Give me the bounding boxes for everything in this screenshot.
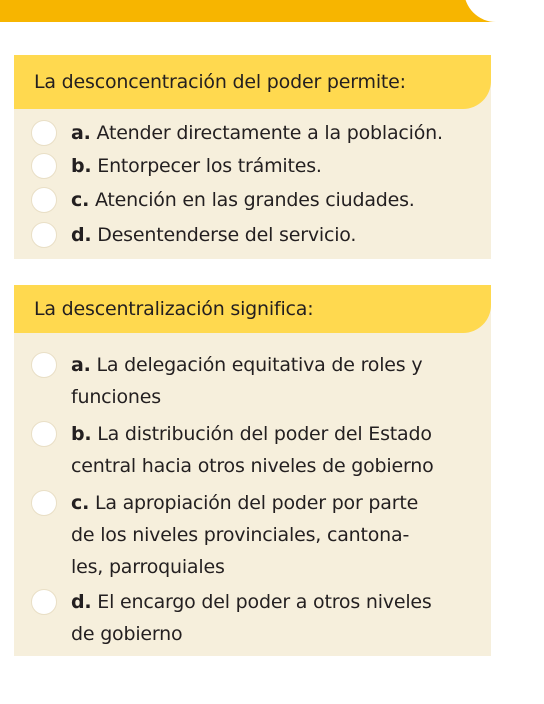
- option-text: b. Entorpecer los trámites.: [71, 155, 322, 177]
- radio-circle-icon[interactable]: [31, 490, 57, 516]
- question-title-2: La descentralización significa:: [14, 285, 491, 333]
- option-text: [71, 418, 489, 482]
- radio-circle-icon[interactable]: [31, 120, 57, 146]
- question-title-1: La desconcentración del poder permite:: [14, 55, 491, 109]
- option-text: c. Atención en las grandes ciudades.: [71, 189, 415, 211]
- option-line: a. La delegación equitativa de roles y: [71, 354, 423, 376]
- option-line: les, parroquiales: [71, 556, 225, 578]
- radio-circle-icon[interactable]: [31, 187, 57, 213]
- option-line: b. La distribución del poder del Estado: [71, 423, 432, 445]
- radio-circle-icon[interactable]: [31, 589, 57, 615]
- option-line: funciones: [71, 386, 161, 408]
- option-text: [71, 586, 489, 650]
- radio-circle-icon[interactable]: [31, 352, 57, 378]
- option-line: central hacia otros niveles de gobierno: [71, 455, 434, 477]
- question-card-1: [14, 55, 491, 259]
- radio-circle-icon[interactable]: [31, 421, 57, 447]
- radio-circle-icon[interactable]: [31, 222, 57, 248]
- option-line: de gobierno: [71, 623, 183, 645]
- option-line: c. La apropiación del poder por parte: [71, 492, 419, 514]
- top-decorative-band: [0, 0, 544, 22]
- option-text: d. Desentenderse del servicio.: [71, 224, 357, 246]
- question-card-2: [14, 285, 491, 656]
- option-text: [71, 487, 489, 583]
- option-text: a. Atender directamente a la población.: [71, 122, 443, 144]
- option-line: de los niveles provinciales, cantona-: [71, 524, 410, 546]
- radio-circle-icon[interactable]: [31, 153, 57, 179]
- option-text: [71, 349, 489, 413]
- option-line: d. El encargo del poder a otros niveles: [71, 591, 432, 613]
- band-curve: [464, 0, 544, 22]
